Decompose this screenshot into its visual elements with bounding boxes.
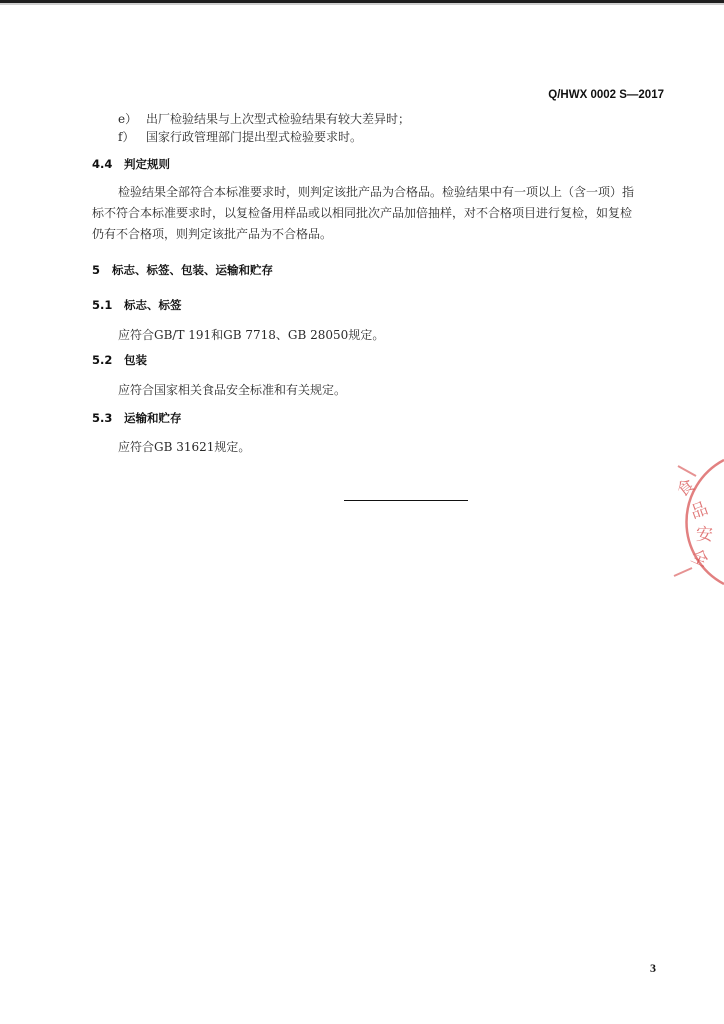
section-4-4-title: 判定规则: [124, 157, 170, 171]
list-item-f-text: 国家行政管理部门提出型式检验要求时。: [146, 130, 363, 144]
section-5-3-heading: [92, 410, 182, 426]
section-5-1-text: 应符合GB/T 191和GB 7718、GB 28050规定。: [118, 328, 385, 342]
section-4-4-paragraph-line-3: 仍有不合格项，则判定该批产品为不合格品。: [92, 227, 333, 241]
document-code: Q/HWX 0002 S—2017: [548, 89, 664, 101]
section-5-2-heading: [92, 352, 147, 368]
section-4-4-number: 4.4: [92, 157, 113, 171]
list-marker-f: f）: [118, 130, 135, 144]
section-5-1-title: 标志、标签: [124, 298, 182, 312]
section-5-3-title: 运输和贮存: [124, 411, 182, 425]
section-4-4-paragraph-line-2: 标不符合本标准要求时，以复检备用样品或以相同批次产品加倍抽样，对不合格项目进行复检，如复检: [92, 206, 633, 220]
seal-char-3: 安: [695, 524, 714, 546]
section-5-heading: [92, 262, 273, 278]
section-5-1-number: 5.1: [92, 298, 113, 312]
top-border-shadow: [0, 3, 724, 5]
section-4-4-heading: [92, 156, 170, 172]
seal-char-4: 全: [687, 546, 712, 572]
section-5-2-title: 包装: [124, 353, 147, 367]
section-5-2-text: 应符合国家相关食品安全标准和有关规定。: [118, 383, 347, 397]
list-marker-e: e）: [118, 112, 138, 126]
section-4-4-paragraph-line-1: 检验结果全部符合本标准要求时，则判定该批产品为合格品。检验结果中有一项以上（含一项）指: [118, 185, 635, 199]
section-5-2-number: 5.2: [92, 353, 113, 367]
list-item-e-text: 出厂检验结果与上次型式检验结果有较大差异时；: [146, 112, 411, 126]
section-5-3-number: 5.3: [92, 411, 113, 425]
seal-char-1: 食: [673, 475, 699, 502]
seal-char-2: 品: [687, 498, 711, 524]
section-5-1-heading: [92, 297, 182, 313]
page-number: 3: [650, 961, 656, 975]
seal-text: [662, 470, 722, 570]
section-5-title: 标志、标签、包装、运输和贮存: [112, 263, 273, 277]
end-of-text-rule: [344, 500, 468, 501]
section-5-number: 5: [92, 263, 101, 277]
section-5-3-text: 应符合GB 31621规定。: [118, 440, 251, 454]
